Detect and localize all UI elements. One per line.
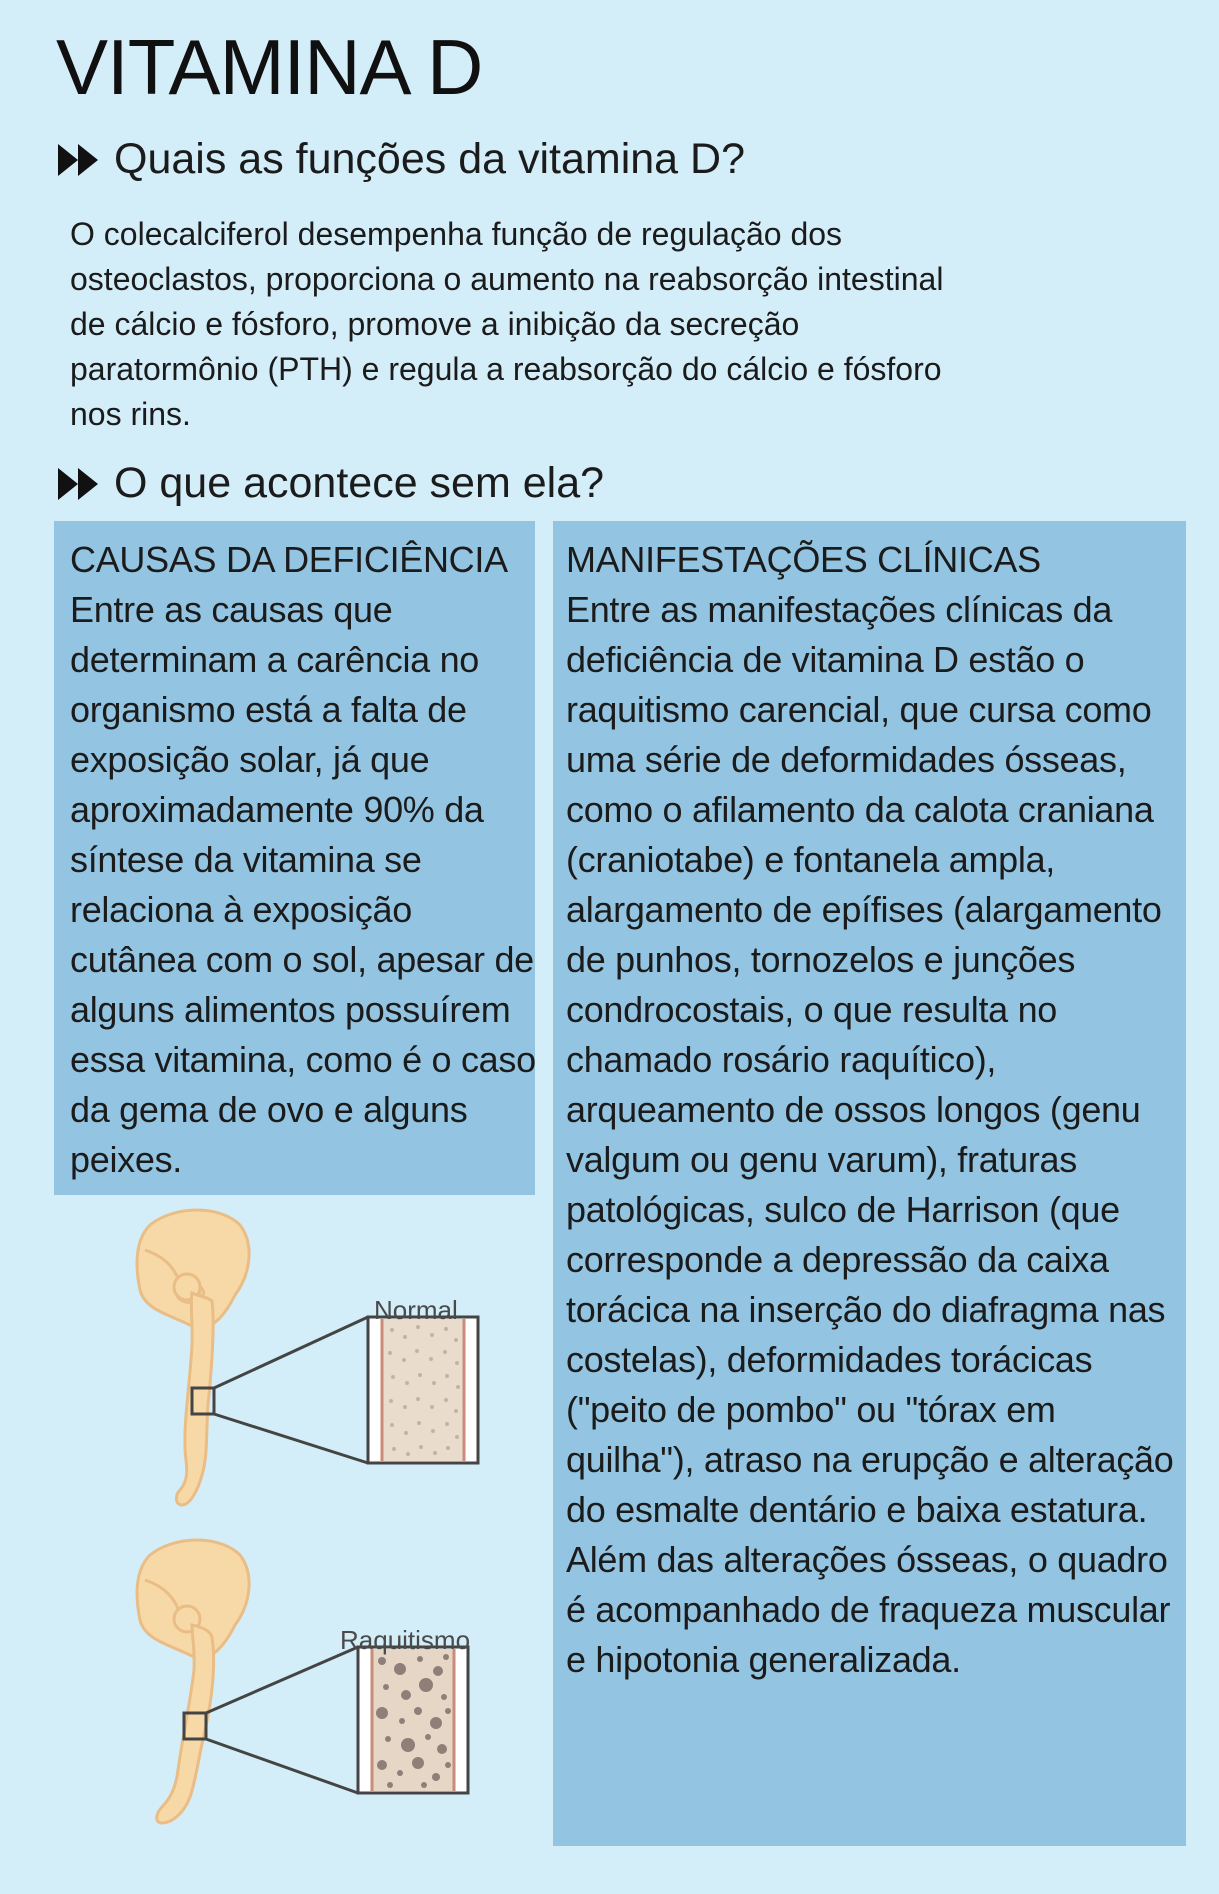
double-arrow-icon — [58, 142, 100, 178]
normal-bone-illustration — [120, 1205, 500, 1520]
section-heading-deficiency — [58, 459, 605, 507]
femur-hip-normal-icon — [120, 1205, 500, 1515]
section-heading-functions — [58, 135, 745, 183]
manifestations-text: Entre as manifestações clínicas da deficiência de vitamina D estão o raquitismo carencial, que cursa como uma série de deformidades ósseas, como o afilamento da calota craniana (craniotabe) e fontanela ampla, alargamento de epífises (alargamento de punhos, tornozelos e junções condrocostais, o que resulta no chamado rosário raquítico), arqueamento de ossos longos (genu valgum ou genu varum), fraturas patológicas, sulco de Harrison (que corresponde a depressão da caixa torácica na inserção do diafragma nas costelas), deformidades torácicas ("peito de pombo" ou "tórax em quilha"), atraso na erupção e alteração do esmalte dentário e baixa estatura. Além das alterações ósseas, o quadro é acompanhado de fraqueza muscular e hipotonia generalizada. — [566, 589, 1174, 1680]
rickets-bone-illustration — [120, 1535, 500, 1840]
normal-label: Normal — [374, 1295, 458, 1325]
rickets-label: Raquitismo — [340, 1625, 471, 1655]
double-arrow-icon — [58, 466, 100, 502]
femur-hip-rickets-icon — [120, 1535, 500, 1835]
causes-heading: CAUSAS DA DEFICIÊNCIA — [70, 539, 508, 580]
manifestations-box — [553, 521, 1186, 1846]
causes-text: Entre as causas que determinam a carência no organismo está a falta de exposição solar, já que aproximadamente 90% da síntese da vitamina se relaciona à exposição cutânea com o sol, apesar de alguns alimentos possuírem essa vitamina, como é o caso da gema de ovo e alguns peixes. — [70, 589, 536, 1180]
section-heading-text: O que acontece sem ela? — [114, 459, 605, 507]
causes-box — [54, 521, 535, 1195]
functions-paragraph: O colecalciferol desempenha função de regulação dos osteoclastos, proporciona o aumento na reabsorção intestinal de cálcio e fósforo, promove a inibição da secreção paratormônio (PTH) e regula a reabsorção do cálcio e fósforo nos rins. — [70, 216, 944, 432]
manifestations-heading: MANIFESTAÇÕES CLÍNICAS — [566, 539, 1041, 580]
page-title: VITAMINA D — [56, 23, 483, 111]
section-heading-text: Quais as funções da vitamina D? — [114, 135, 745, 183]
